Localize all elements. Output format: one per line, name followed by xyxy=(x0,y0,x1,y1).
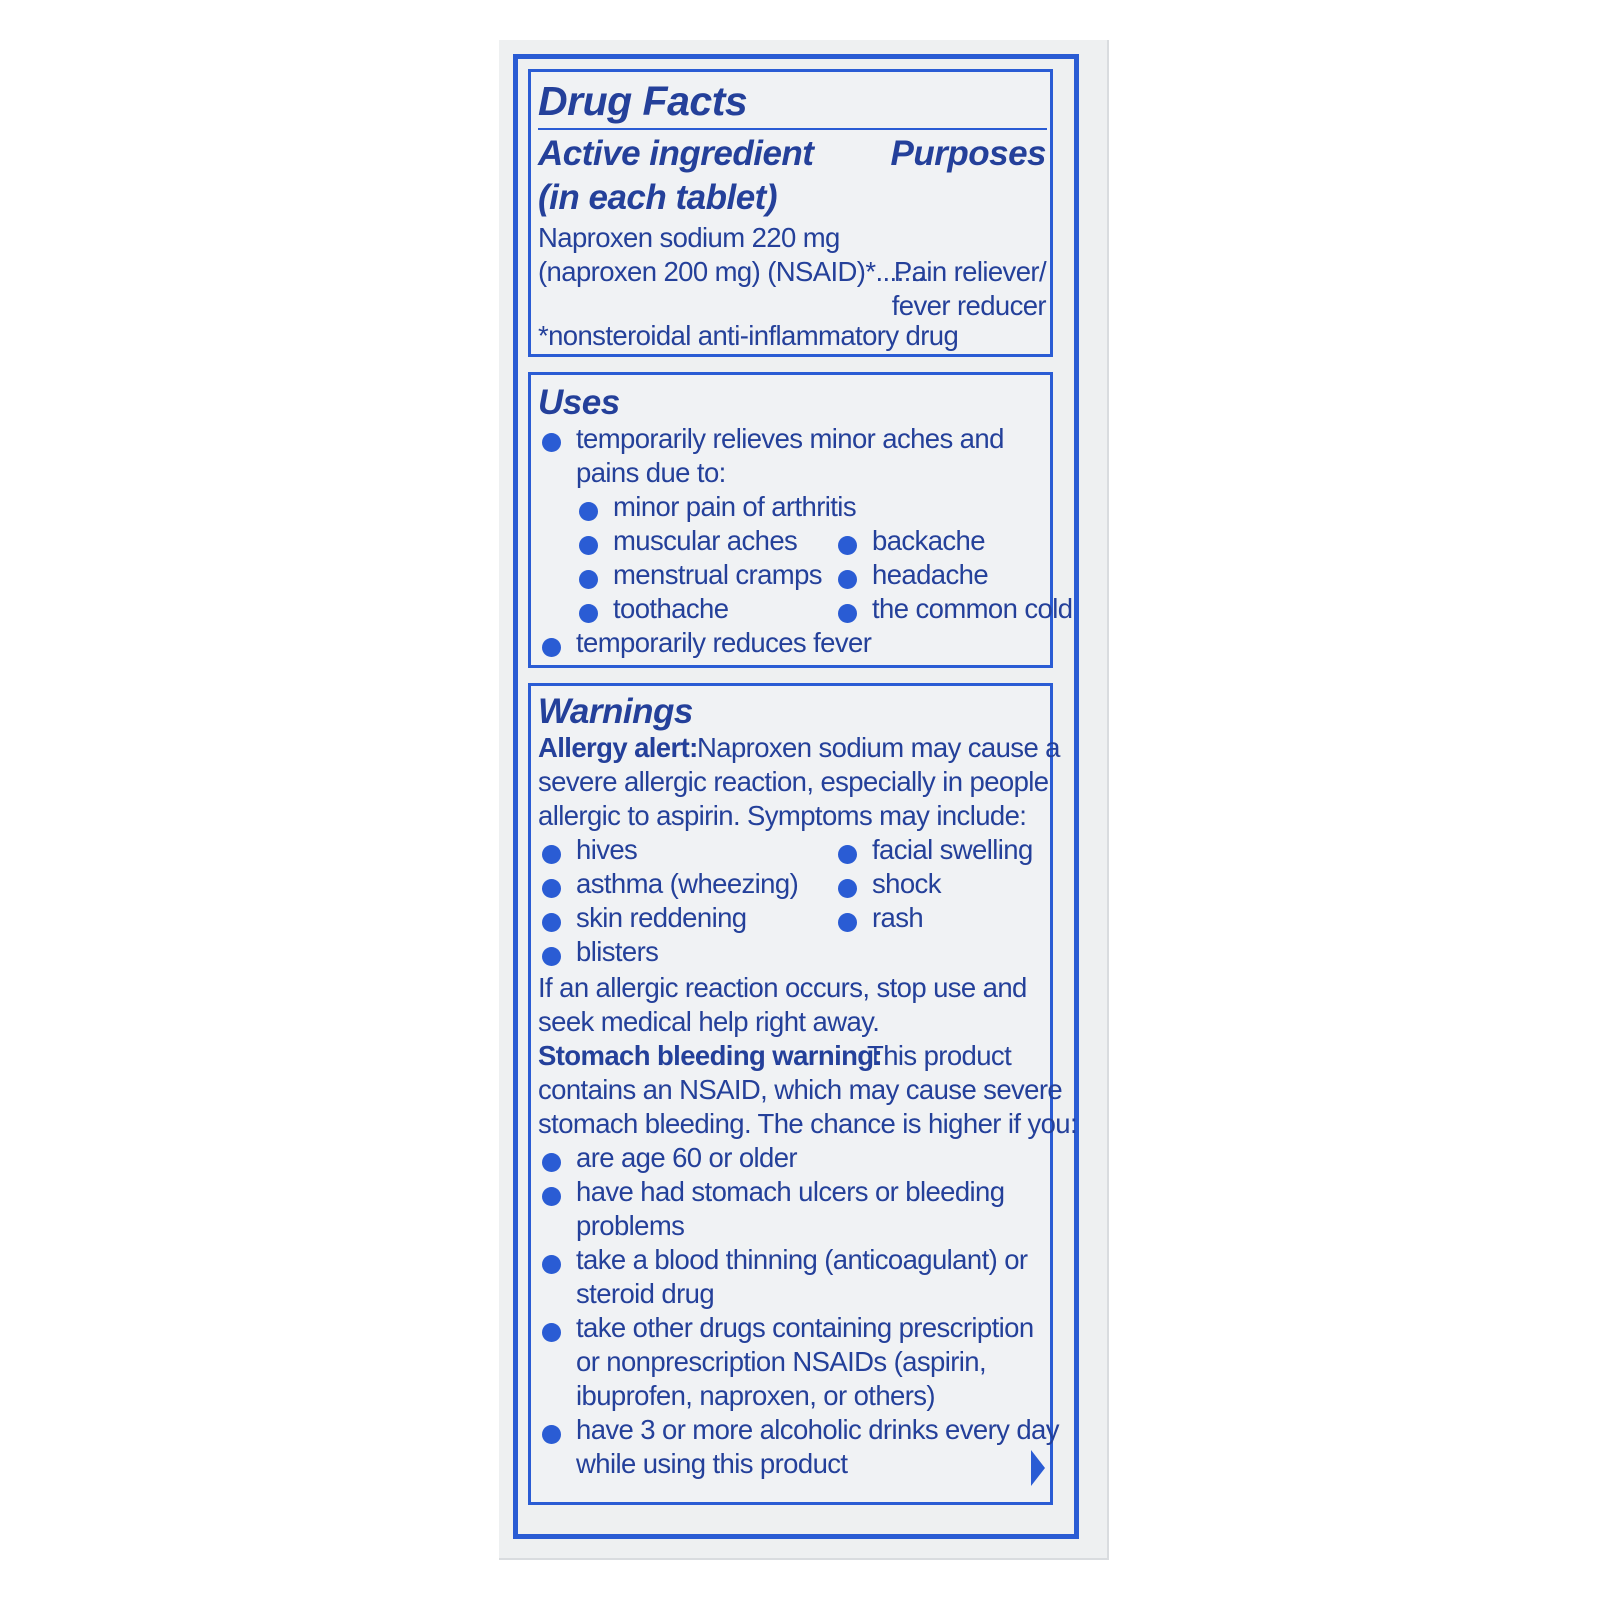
bullet-dot-icon xyxy=(579,502,598,521)
warning-text: contains an NSAID, which may cause severe xyxy=(538,1074,1063,1105)
bullet-dot-icon xyxy=(542,845,561,864)
use-sub-item: muscular aches xyxy=(613,525,798,556)
bullet-dot-icon xyxy=(838,570,857,589)
symptom-item: blisters xyxy=(576,936,659,967)
bullet-dot-icon xyxy=(542,433,561,452)
bullet-dot-icon xyxy=(542,1255,561,1274)
use-item: temporarily reduces fever xyxy=(576,627,872,658)
warnings-heading: Warnings xyxy=(538,692,693,731)
bullet-dot-icon xyxy=(542,879,561,898)
use-item: pains due to: xyxy=(576,457,726,488)
symptom-item: facial swelling xyxy=(872,834,1033,865)
risk-item: ibuprofen, naproxen, or others) xyxy=(576,1380,935,1411)
purpose-text: fever reducer xyxy=(891,290,1046,321)
warning-text: This product xyxy=(867,1040,1012,1071)
use-sub-item: backache xyxy=(872,525,985,556)
allergy-alert-label: Allergy alert: xyxy=(538,732,698,763)
risk-item: have had stomach ulcers or bleeding xyxy=(576,1176,1005,1207)
bullet-dot-icon xyxy=(579,604,598,623)
uses-box xyxy=(528,372,1073,668)
bullet-dot-icon xyxy=(542,947,561,966)
warning-text: If an allergic reaction occurs, stop use and xyxy=(538,972,1027,1003)
bullet-dot-icon xyxy=(542,1153,561,1172)
risk-item: have 3 or more alcoholic drinks every day xyxy=(576,1414,1059,1445)
warnings-box xyxy=(528,683,1078,1505)
bullet-dot-icon xyxy=(838,604,857,623)
stomach-bleeding-label: Stomach bleeding warning: xyxy=(538,1040,883,1071)
symptom-item: hives xyxy=(576,834,638,865)
warning-text: Naproxen sodium may cause a xyxy=(697,732,1060,763)
drug-facts-frame xyxy=(513,54,1079,1539)
continue-arrow-icon xyxy=(1031,1450,1045,1486)
purposes-heading: Purposes xyxy=(890,134,1046,173)
symptom-item: skin reddening xyxy=(576,902,747,933)
bullet-dot-icon xyxy=(542,1425,561,1444)
bullet-dot-icon xyxy=(838,879,857,898)
uses-heading: Uses xyxy=(538,383,620,422)
bullet-dot-icon xyxy=(542,1323,561,1342)
active-ingredient-heading: Active ingredient xyxy=(538,134,814,173)
bullet-dot-icon xyxy=(542,1187,561,1206)
symptom-item: asthma (wheezing) xyxy=(576,868,799,899)
use-item: temporarily relieves minor aches and xyxy=(576,423,1004,454)
bullet-dot-icon xyxy=(838,536,857,555)
bullet-dot-icon xyxy=(579,536,598,555)
bullet-dot-icon xyxy=(542,913,561,932)
bullet-dot-icon xyxy=(542,638,561,657)
footnote: *nonsteroidal anti-inflammatory drug xyxy=(538,320,959,351)
bullet-dot-icon xyxy=(838,845,857,864)
risk-item: take other drugs containing prescription xyxy=(576,1312,1034,1343)
risk-item: problems xyxy=(576,1210,685,1241)
use-sub-item: minor pain of arthritis xyxy=(613,491,856,522)
warning-text: seek medical help right away. xyxy=(538,1006,880,1037)
risk-item: are age 60 or older xyxy=(576,1142,797,1173)
bullet-dot-icon xyxy=(579,570,598,589)
active-ingredient-subheading: (in each tablet) xyxy=(538,178,777,217)
active-ingredient-box xyxy=(528,69,1053,357)
risk-item: or nonprescription NSAIDs (aspirin, xyxy=(576,1346,987,1377)
drug-facts-title: Drug Facts xyxy=(538,78,748,124)
symptom-item: shock xyxy=(872,868,941,899)
warning-text: severe allergic reaction, especially in people xyxy=(538,766,1049,797)
risk-item: take a blood thinning (anticoagulant) or xyxy=(576,1244,1028,1275)
title-divider xyxy=(538,128,1047,130)
warning-text: stomach bleeding. The chance is higher if you: xyxy=(538,1108,1078,1139)
risk-item: steroid drug xyxy=(576,1278,715,1309)
symptom-item: rash xyxy=(872,902,924,933)
use-sub-item: the common cold xyxy=(872,593,1073,624)
use-sub-item: menstrual cramps xyxy=(613,559,822,590)
warning-text: allergic to aspirin. Symptoms may include: xyxy=(538,800,1027,831)
risk-item: while using this product xyxy=(576,1448,848,1479)
ingredient-line: Naproxen sodium 220 mg xyxy=(538,222,840,253)
ingredient-line: (naproxen 200 mg) (NSAID)*....... xyxy=(538,256,925,287)
drug-facts-label xyxy=(499,40,1109,1560)
bullet-dot-icon xyxy=(838,913,857,932)
use-sub-item: headache xyxy=(872,559,989,590)
purpose-text: Pain reliever/ xyxy=(893,256,1046,287)
use-sub-item: toothache xyxy=(613,593,729,624)
